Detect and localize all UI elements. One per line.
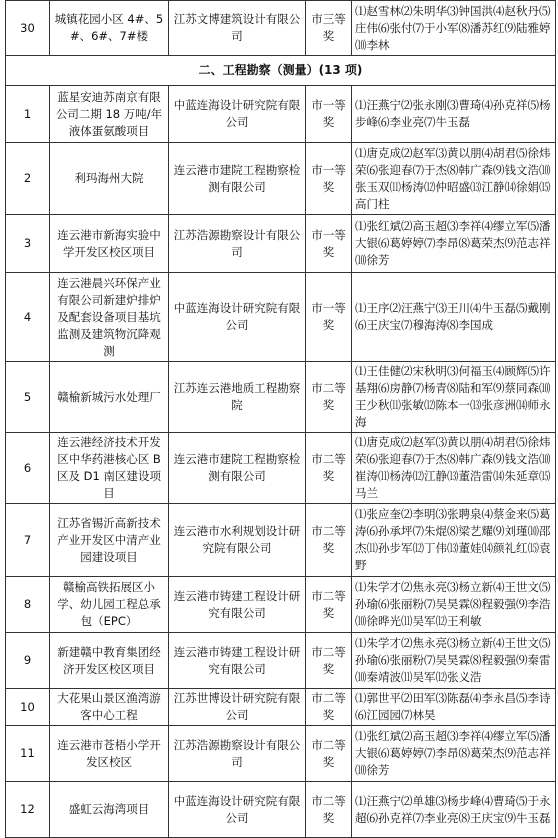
design-unit: 连云港市建院工程勘察检测有限公司	[169, 433, 306, 504]
row-number: 11	[6, 726, 50, 782]
table-row	[6, 143, 556, 215]
row-number: 5	[6, 362, 50, 433]
design-unit: 江苏文博建筑设计有限公司	[169, 1, 306, 56]
design-unit: 中蓝连海设计研究院有限公司	[169, 782, 306, 838]
award-level: 市一等奖	[306, 273, 352, 362]
row-number: 12	[6, 782, 50, 838]
design-unit: 连云港市铸建工程设计研究有限公司	[169, 633, 306, 689]
award-level: 市二等奖	[306, 633, 352, 689]
table-row	[6, 577, 556, 633]
team-members: ⑴王序⑵汪燕宁⑶王川⑷牛玉磊⑸戴刚⑹王庆宝⑺穆海涛⑻李国成	[352, 273, 556, 362]
project-name: 盛虹云海湾项目	[50, 782, 169, 838]
project-name: 新建赣中教育集团经济开发区校区项目	[50, 633, 169, 689]
row-number: 7	[6, 504, 50, 577]
team-members: ⑴朱学才⑵焦永亮⑶杨立新⑷王世文⑸孙瑜⑹张丽粉⑺吴昊霖⑻程毅强⑼秦雷⑽秦靖波⑾吴军⑿张义浩	[352, 633, 556, 689]
table-row	[6, 504, 556, 577]
section-title: 二、工程勘察（测量）(13 项)	[6, 56, 556, 86]
award-level: 市三等奖	[306, 1, 352, 56]
row-number: 3	[6, 215, 50, 273]
row-number: 1	[6, 86, 50, 143]
design-unit: 中蓝连海设计研究院有限公司	[169, 86, 306, 143]
design-unit: 江苏世博设计研究院有限公司	[169, 689, 306, 726]
table-row	[6, 273, 556, 362]
award-level: 市二等奖	[306, 362, 352, 433]
table-row	[6, 433, 556, 504]
team-members: ⑴唐克成⑵赵军⑶黄以朋⑷胡君⑸徐炜荣⑹张迎春⑺于杰⑻韩广森⑼钱文浩⑽崔涛⑾杨涛⑿江静⒀董浩雷⒁朱延章⒂马兰	[352, 433, 556, 504]
team-members: ⑴朱学才⑵焦永亮⑶杨立新⑷王世文⑸孙瑜⑹张丽粉⑺吴昊霖⑻程毅强⑼李浩⑽徐晔光⑾吴军⑿王利敏	[352, 577, 556, 633]
table-row	[6, 86, 556, 143]
award-level: 市二等奖	[306, 577, 352, 633]
section-header-row	[6, 56, 556, 86]
project-name: 城镇花园小区 4#、5#、6#、7#楼	[50, 1, 169, 56]
team-members: ⑴张应奎⑵李明⑶张聘泉⑷蔡金来⑸葛涛⑹孙承坪⑺朱焜⑻梁艺耀⑼刘瑾⑽邵杰⑾孙步军⑿丁伟⒀董娃⒁颜礼红⒂袁野	[352, 504, 556, 577]
table-row	[6, 362, 556, 433]
design-unit: 中蓝连海设计研究院有限公司	[169, 273, 306, 362]
project-name: 连云港晨兴环保产业有限公司新建炉排炉及配套设备项目基坑监测及建筑物沉降观测	[50, 273, 169, 362]
project-name: 连云港市苍梧小学开发区校区	[50, 726, 169, 782]
award-level: 市二等奖	[306, 504, 352, 577]
row-number: 9	[6, 633, 50, 689]
table-row	[6, 215, 556, 273]
project-name: 赣榆高铁拓展区小学、幼儿园工程总承包（EPC）	[50, 577, 169, 633]
award-level: 市二等奖	[306, 782, 352, 838]
award-level: 市二等奖	[306, 689, 352, 726]
row-number: 8	[6, 577, 50, 633]
project-name: 江苏省锡沂高新技术产业开发区中清产业园建设项目	[50, 504, 169, 577]
row-number: 2	[6, 143, 50, 215]
design-unit: 江苏连云港地质工程勘察院	[169, 362, 306, 433]
award-level: 市一等奖	[306, 215, 352, 273]
row-number: 4	[6, 273, 50, 362]
team-members: ⑴王佳健⑵宋秋明⑶何福玉⑷顾辉⑸许基翔⑹房静⑺杨青⑻陆和军⑼蔡同森⑽王少秋⑾张敏⑿陈本一⒀张彦洲⒁师永海	[352, 362, 556, 433]
project-name: 蓝星安迪苏南京有限公司二期 18 万吨/年液体蛋氨酸项目	[50, 86, 169, 143]
award-table	[5, 0, 556, 838]
design-unit: 江苏浩源勘察设计有限公司	[169, 726, 306, 782]
row-number: 10	[6, 689, 50, 726]
award-level: 市一等奖	[306, 143, 352, 215]
team-members: ⑴汪燕宁⑵单雄⑶杨步峰⑷曹琦⑸于永超⑹孙克祥⑺李业亮⑻王庆宝⑼牛玉磊	[352, 782, 556, 838]
table-row	[6, 689, 556, 726]
design-unit: 连云港市水利规划设计研究院有限公司	[169, 504, 306, 577]
team-members: ⑴赵雪林⑵朱明华⑶钟国洪⑷赵秋丹⑸庄伟⑹张付⑺于小军⑻潘苏红⑼陆雅婷⑽李林	[352, 1, 556, 56]
project-name: 赣榆新城污水处理厂	[50, 362, 169, 433]
team-members: ⑴张红斌⑵高玉超⑶李祥⑷缪立军⑸潘大银⑹葛婷婷⑺李昂⑻葛荣杰⑼范志祥⑽徐芳	[352, 726, 556, 782]
award-level: 市一等奖	[306, 86, 352, 143]
row-number: 6	[6, 433, 50, 504]
design-unit: 连云港市铸建工程设计研究有限公司	[169, 577, 306, 633]
team-members: ⑴张红斌⑵高玉超⑶李祥⑷缪立军⑸潘大银⑹葛婷婷⑺李昂⑻葛荣杰⑼范志祥⑽徐芳	[352, 215, 556, 273]
table-row	[6, 633, 556, 689]
team-members: ⑴郭世平⑵田军⑶陈磊⑷李永昌⑸李诗⑹江园园⑺林昊	[352, 689, 556, 726]
table-row	[6, 1, 556, 56]
project-name: 大花果山景区渔湾游客中心工程	[50, 689, 169, 726]
design-unit: 江苏浩源勘察设计有限公司	[169, 215, 306, 273]
project-name: 利玛海州大院	[50, 143, 169, 215]
table-row	[6, 726, 556, 782]
project-name: 连云港市新海实验中学开发区校区项目	[50, 215, 169, 273]
award-level: 市二等奖	[306, 433, 352, 504]
design-unit: 连云港市建院工程勘察检测有限公司	[169, 143, 306, 215]
table-row	[6, 782, 556, 838]
award-level: 市二等奖	[306, 726, 352, 782]
project-name: 连云港经济技术开发区中华药港核心区 B 区及 D1 南区建设项目	[50, 433, 169, 504]
team-members: ⑴唐克成⑵赵军⑶黄以朋⑷胡君⑸徐炜荣⑹张迎春⑺于杰⑻韩广森⑼钱文浩⑽张玉双⑾杨涛⑿仲昭盛⒀江静⒁徐娟⒂高门柱	[352, 143, 556, 215]
team-members: ⑴汪燕宁⑵张永刚⑶曹琦⑷孙克祥⑸杨步峰⑹李业亮⑺牛玉磊	[352, 86, 556, 143]
row-number: 30	[6, 1, 50, 56]
